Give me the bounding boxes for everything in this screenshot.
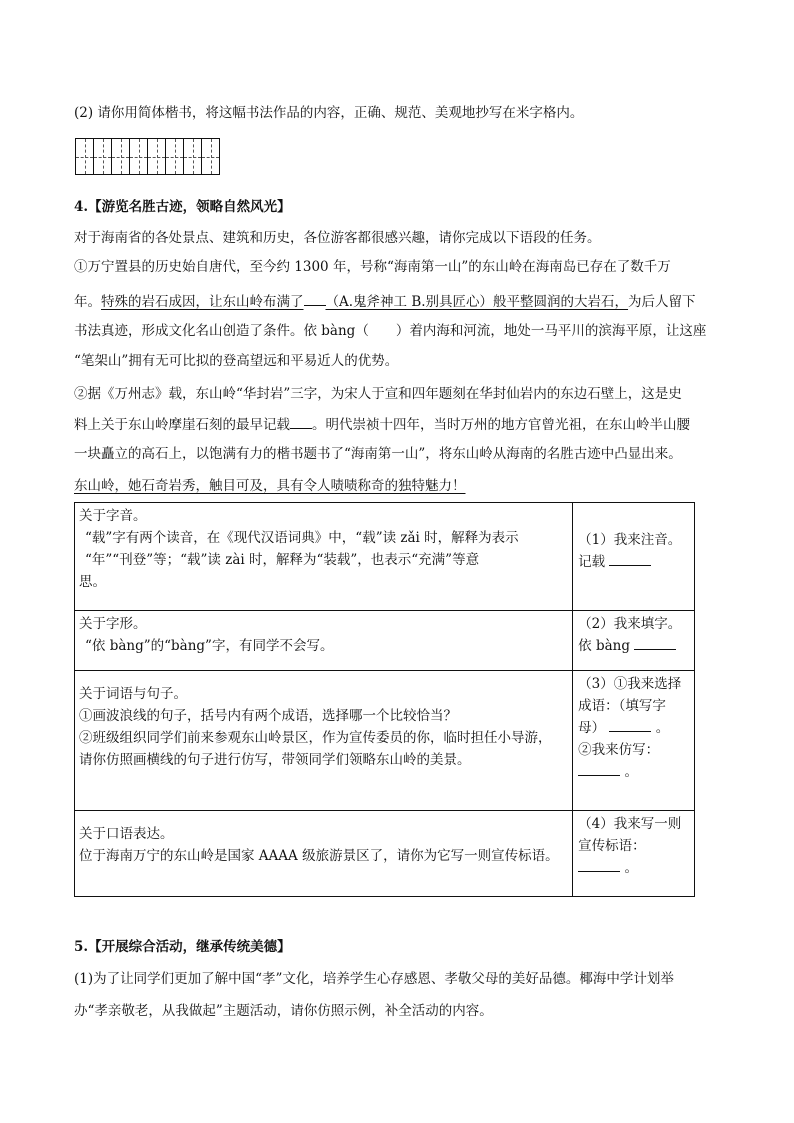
task-prompt: （4）我来写一则	[578, 816, 682, 832]
grid-cell[interactable]	[165, 138, 184, 175]
task-heading: 关于字形。	[79, 616, 147, 632]
q4-para2-underlined-sentence: 东山岭，她石奇岩秀，触目可及，具有令人啧啧称奇的独特魅力！	[74, 478, 466, 494]
text-span: 料上关于东山岭摩崖石刻的最早记载	[74, 417, 290, 433]
grid-cell[interactable]	[201, 138, 220, 175]
task-heading: 关于词语与句子。	[79, 686, 187, 702]
task-text: ②班级组织同学们前来参观东山岭景区，作为宣传委员的你，临时担任小导游，	[79, 730, 552, 746]
q4-title: 4.【游览名胜古迹，领略自然风光】	[74, 199, 291, 215]
task-prompt: 成语：（填写字	[578, 698, 666, 714]
answer-blank[interactable]	[578, 761, 620, 776]
grid-cell[interactable]	[75, 138, 94, 175]
wavy-sentence-a: 特殊的岩石成因，让东山岭布满了	[101, 294, 304, 310]
q3-part2-instruction: (2) 请你用简体楷书，将这幅书法作品的内容，正确、规范、美观地抄写在米字格内。	[74, 105, 584, 121]
q4-para1-line3: 书法真迹，形成文化名山创造了条件。依 bàng（ ）着内海和河流，地处一马平川的滨海平原，让这座	[74, 323, 707, 339]
grid-cell[interactable]	[129, 138, 148, 175]
q4-para1-line1: ①万宁置县的历史始自唐代，至今约 1300 年，号称“海南第一山”的东山岭在海南岛已存在了数千万	[74, 259, 671, 275]
task-text: 位于海南万宁的东山岭是国家 AAAA 级旅游景区了，请你为它写一则宣传标语。	[79, 848, 559, 864]
task-description	[75, 503, 573, 611]
task-prompt: （1）我来注音。	[578, 532, 682, 548]
q4-para2-line1: ②据《万州志》载，东山岭“华封岩”三字，为宋人于宣和四年题刻在华封仙岩内的东边石壁上，这是史	[74, 386, 682, 402]
blank[interactable]	[290, 414, 312, 429]
task-text: “载”字有两个读音，在《现代汉语词典》中，“载”读 zǎi 时，解释为表示	[85, 530, 519, 546]
idiom-choices: （A.鬼斧神工 B.别具匠心）	[325, 294, 494, 310]
task-text: ①画波浪线的句子，括号内有两个成语，选择哪一个比较恰当？	[79, 708, 457, 724]
q4-para1-line4: “笔架山”拥有无可比拟的登高望远和平易近人的优势。	[74, 353, 399, 369]
answer-line	[578, 717, 690, 739]
task-text: 请你仿照画横线的句子进行仿写，带领同学们领略东山岭的美景。	[79, 752, 471, 768]
task-prompt: 宣传标语：	[578, 838, 646, 854]
task-prompt: （3）①我来选择	[578, 676, 682, 692]
text-span: 。明代崇祯十四年，当时万州的地方官曾光祖，在东山岭半山腰	[312, 417, 690, 433]
grid-cell[interactable]	[111, 138, 130, 175]
table-row	[75, 503, 695, 611]
punct: 。	[624, 764, 638, 780]
q4-para2-line3: 一块矗立的高石上，以饱满有力的楷书题书了“海南第一山”，将东山岭从海南的名胜古迹中凸显出来。	[74, 446, 682, 462]
table-row	[75, 611, 695, 671]
task-table	[74, 502, 695, 897]
punct: 。	[624, 860, 638, 876]
task-heading: 关于字音。	[79, 508, 147, 524]
grid-cell[interactable]	[93, 138, 112, 175]
writing-grid[interactable]	[76, 138, 220, 175]
q5-title: 5.【开展综合活动，继承传统美德】	[74, 939, 291, 955]
wavy-sentence-b: 般平整圆润的大岩石，	[493, 294, 629, 310]
grid-cell[interactable]	[147, 138, 166, 175]
q5-line1: (1)为了让同学们更加了解中国“孝”文化，培养学生心存感恩、孝敬父母的美好品德。椰海中学计划举	[74, 971, 674, 987]
q4-para2-line2	[74, 414, 724, 435]
answer-blank[interactable]	[578, 857, 620, 872]
task-prompt: 记载	[578, 554, 606, 570]
q5-line2: 办“孝亲敬老，从我做起”主题活动，请你仿照示例，补全活动的内容。	[74, 1003, 493, 1019]
q4-intro: 对于海南省的各处景点、建筑和历史，各位游客都很感兴趣，请你完成以下语段的任务。	[74, 230, 601, 246]
answer-blank[interactable]	[634, 635, 676, 650]
task-prompt: 母）	[578, 720, 606, 736]
answer-blank[interactable]	[609, 551, 651, 566]
answer-line	[578, 635, 690, 657]
task-text: “依 bàng”的“bàng”字，有同学不会写。	[85, 638, 334, 654]
task-answer	[573, 671, 695, 811]
task-text: “年”“刊登”等；“载”读 zài 时，解释为“装载”，也表示“充满”等意	[85, 552, 480, 568]
task-text: 思。	[79, 574, 106, 590]
task-description	[75, 811, 573, 897]
punct: 。	[655, 720, 670, 736]
text-span: 为后人留下	[628, 294, 696, 310]
answer-line	[578, 857, 690, 879]
answer-line	[578, 761, 690, 783]
task-description	[75, 611, 573, 671]
task-prompt: ②我来仿写：	[578, 742, 660, 758]
task-answer	[573, 811, 695, 897]
task-prompt: 依 bàng	[578, 638, 630, 654]
task-heading: 关于口语表达。	[79, 826, 174, 842]
answer-blank[interactable]	[609, 717, 651, 732]
q4-para1-line2	[74, 291, 724, 312]
table-row	[75, 671, 695, 811]
text-span: 年。	[74, 294, 101, 310]
blank[interactable]	[304, 291, 326, 306]
task-answer	[573, 503, 695, 611]
answer-line	[578, 551, 690, 573]
table-row	[75, 811, 695, 897]
task-description	[75, 671, 573, 811]
task-answer	[573, 611, 695, 671]
grid-cell[interactable]	[183, 138, 202, 175]
task-prompt: （2）我来填字。	[578, 616, 682, 632]
